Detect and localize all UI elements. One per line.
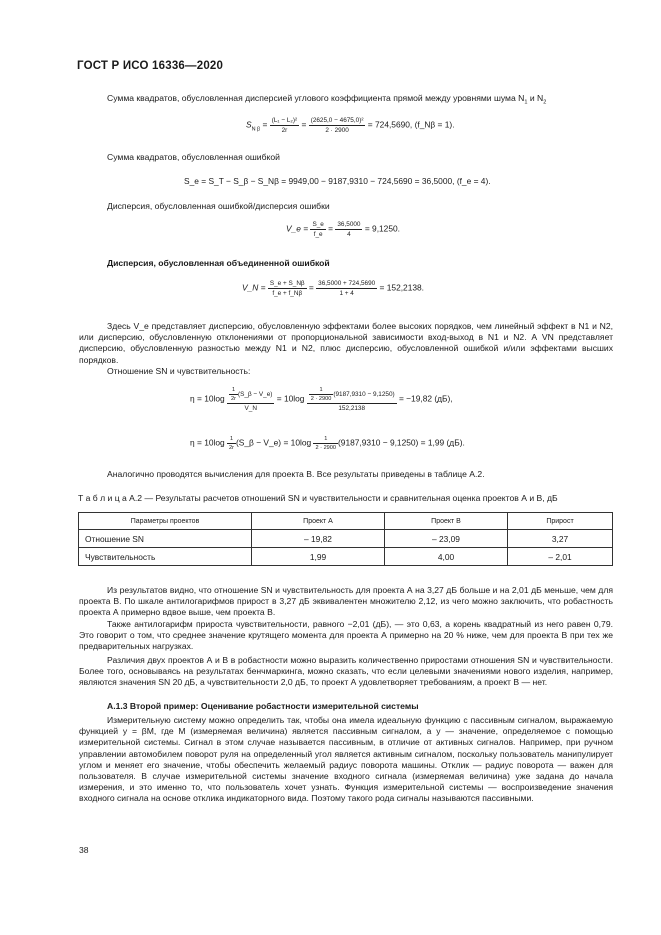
formula-s-e: S_e = S_T − S_β − S_Nβ = 9949,00 − 9187,9310 − 724,5690 = 36,5000, (f_e = 4). xyxy=(184,176,491,186)
formula-s-nbeta: $S_{N \beta}$ = $\frac{\text{(L₁ − L₂)²}}{2r}$ = $\frac{\text{(2625,0 − 4675,0)²}}{2 \cdot 2900}$ = 724,5690, (f_Nβ = 1). xyxy=(246,117,455,134)
text-sum-error: Сумма квадратов, обусловленная ошибкой xyxy=(107,152,280,162)
text-similarly: Аналогично проводятся вычисления для проекта В. Все результаты приведены в таблице А.2. xyxy=(107,469,485,479)
formula-sensitivity: η = 10log $\frac{1}{2r}$ (S_β − V_e) = 10log $\frac{1}{2 \cdot 2900}$ (9187,9310 − 9,1250) = 1,99 (дБ). xyxy=(190,436,465,451)
table-cell: – 23,09 xyxy=(385,530,508,548)
para-antilog: Также антилогарифм прироста чувствительности, равного −2,01 (дБ), — это 0,63, а корень квадратный из него равен 0,79. Это говорит о том, что среднее значение крутящего момента для проекта А примерно на 20 % ниже, чем для проекта В при тех же предварительных нагрузках. xyxy=(79,619,613,652)
formula-v-e: V_e = $\frac{S\_e}{f\_e}$ = $\frac{36,5000}{4}$ = 9,1250. xyxy=(286,221,400,238)
table-cell: Отношение SN xyxy=(79,530,252,548)
document-header: ГОСТ Р ИСО 16336—2020 xyxy=(77,60,224,72)
table-row xyxy=(79,530,613,548)
page-number: 38 xyxy=(79,845,89,855)
text-var-error: Дисперсия, обусловленная ошибкой/дисперсия ошибки xyxy=(107,201,330,211)
table-caption: Т а б л и ц а А.2 — Результаты расчетов отношений SN и чувствительности и сравнительная оценка проектов А и В, дБ xyxy=(78,493,558,503)
table-cell: 4,00 xyxy=(385,548,508,566)
para-here: Здесь V_e представляет дисперсию, обусловленную эффектами более высоких порядков, чем линейный эффект в N1 и N2, или дисперсию, обусловленную отклонениями от пропорциональной зависимости вход-выход в N1 и N2. А VN представляет дисперсию, обусловленную разностью между N1 и N2, плюс дисперсию, обусловленной ошибкой и/или эффектами высших порядков. xyxy=(79,321,613,365)
results-table xyxy=(78,512,613,566)
table-cell: – 2,01 xyxy=(508,548,613,566)
table-row xyxy=(79,548,613,566)
text-sn-ratio: Отношение SN и чувствительность: xyxy=(107,366,251,376)
text-var-pooled: Дисперсия, обусловленная объединенной ошибкой xyxy=(107,258,330,268)
text-sum-slope: Сумма квадратов, обусловленная дисперсией углового коэффициента прямой между уровнями шума $N_1$ и $N_2$ xyxy=(107,93,547,106)
table-header-cell: Параметры проектов xyxy=(79,513,252,530)
table-header-cell: Проект В xyxy=(385,513,508,530)
formula-v-n: V_N = $\frac{S\_e + S\_N\beta}{f\_e + f\_N\beta}$ = $\frac{36,5000 + 724,5690}{1 + 4}$ = 152,2138. xyxy=(242,280,425,297)
para-difference: Различия двух проектов А и В в робастности можно выразить количественно приростами отношения SN и чувствительности. Более того, основываясь на результатах бенчмаркинга, можно сказать, что если целевыми значениями нового изделия, например, являются значения SN 20 дБ, а чувствительности 2,0 дБ, то проект А удовлетворяет требованиям, а проект В — нет. xyxy=(79,655,613,688)
table-cell: 3,27 xyxy=(508,530,613,548)
para-results: Из результатов видно, что отношение SN и чувствительность для проекта А на 3,27 дБ больше и на 2,01 дБ меньше, чем для проекта В. По шкале антилогарифмов прирост в 3,27 дБ эквивалентен множителю 2,12, из чего можно заключить, что робастность проекта А примерно вдвое выше, чем проекта В. xyxy=(79,585,613,618)
section-title: А.1.3 Второй пример: Оценивание робастности измерительной системы xyxy=(107,701,419,711)
table-header-cell: Прирост xyxy=(508,513,613,530)
formula-eta: η = 10log $\frac{1}{2r}$ (S_β − V_e) V_N = 10log $\frac{1}{2 \cdot 2900}$ (9187,9310 − 9,1250) 152,2138 = −19,82 (дБ), xyxy=(190,387,453,412)
table-cell: 1,99 xyxy=(252,548,385,566)
table-cell: Чувствительность xyxy=(79,548,252,566)
para-measure: Измерительную систему можно определить так, чтобы она имела идеальную функцию с пассивным сигналом, выражаемую функцией y = βM, где M (измеряемая величина) является пассивным сигналом, а y — значение, определяемое с помощью измерительной системы. Сигнал в этом случае называется пассивным, в отличие от активных сигналов. Например, при ручном управлении автомобилем поворот руля на определенный угол является активным сигналом, поскольку пользователь манипулирует углом и меняет его значение, чтобы обеспечить желаемый радиус поворота машины. Отклик — радиус поворота — важен для пользователя. В случае измерительной системы значение входного сигнала (измеряемая величина) уже задана до начала измерения, и это именно то, что пользователь хочет узнать. Функция измерительной системы — воспроизведение значения входного сигнала на основе отклика индикаторного вида. Поэтому такого рода сигналы называются пассивными. xyxy=(79,715,613,804)
table-header-cell: Проект А xyxy=(252,513,385,530)
table-header-row xyxy=(79,513,613,530)
table-cell: – 19,82 xyxy=(252,530,385,548)
